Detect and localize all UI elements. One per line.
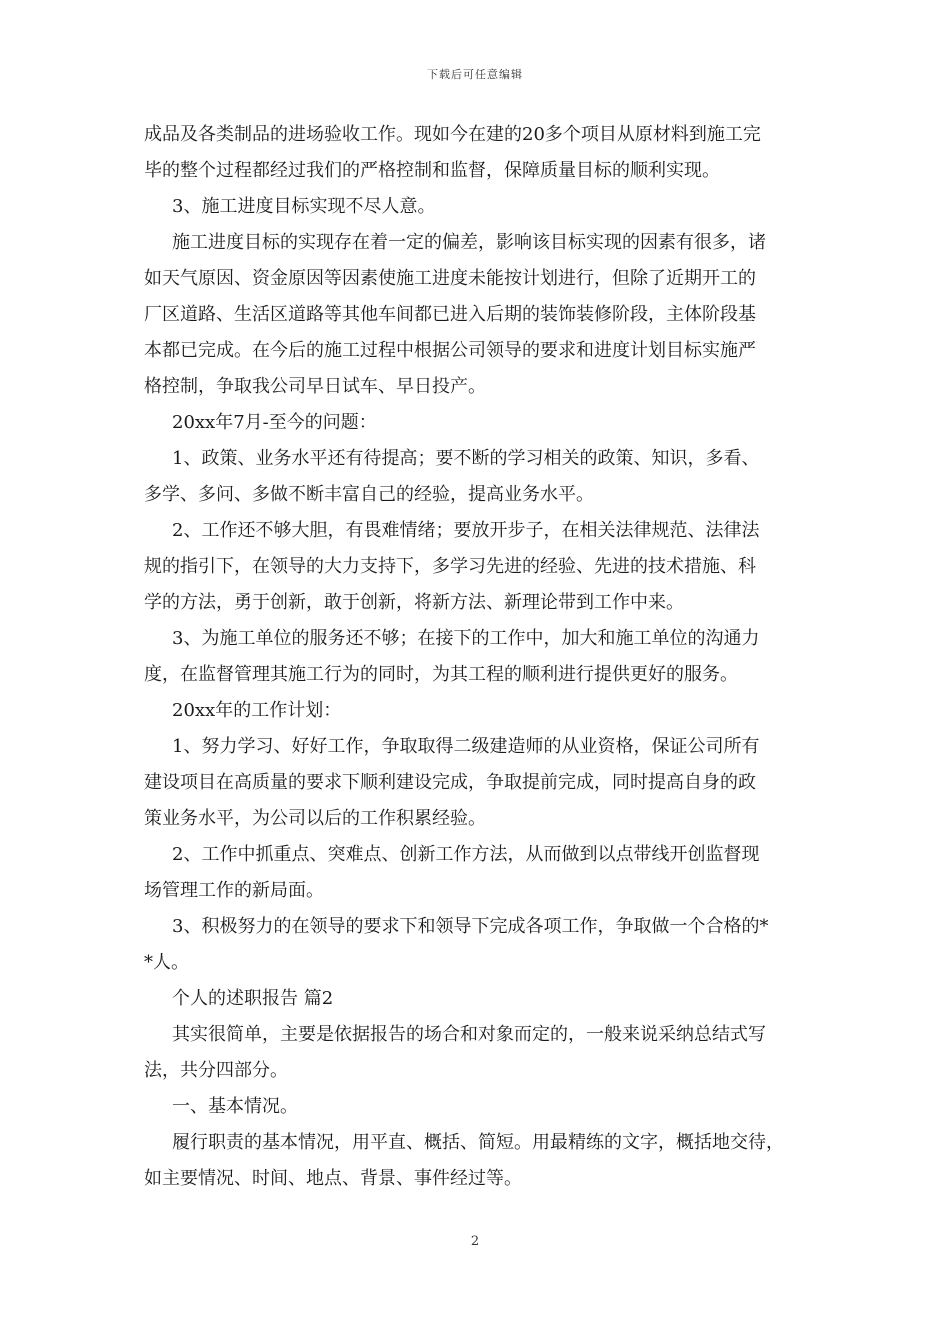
text-line: 厂区道路、生活区道路等其他车间都已进入后期的装饰装修阶段，主体阶段基 bbox=[144, 304, 756, 325]
text-line: 3、施工进度目标实现不尽人意。 bbox=[172, 196, 436, 217]
text-line: 20xx年7月-至今的问题： bbox=[172, 412, 377, 433]
text-line: 法，共分四部分。 bbox=[144, 1060, 288, 1081]
text-line: 规的指引下，在领导的大力支持下，多学习先进的经验、先进的技术措施、科 bbox=[144, 556, 756, 577]
text-line: 建设项目在高质量的要求下顺利建设完成，争取提前完成，同时提高自身的政 bbox=[144, 772, 756, 793]
text-line: 2、工作还不够大胆，有畏难情绪；要放开步子，在相关法律规范、法律法 bbox=[172, 520, 760, 541]
text-line: 其实很简单，主要是依据报告的场合和对象而定的，一般来说采纳总结式写 bbox=[172, 1024, 766, 1045]
text-line: 一、基本情况。 bbox=[172, 1096, 298, 1117]
text-line: 3、为施工单位的服务还不够；在接下的工作中，加大和施工单位的沟通力 bbox=[172, 628, 760, 649]
text-line: 1、努力学习、好好工作，争取取得二级建造师的从业资格，保证公司所有 bbox=[172, 736, 760, 757]
text-line: 成品及各类制品的进场验收工作。现如今在建的20多个项目从原材料到施工完 bbox=[144, 124, 761, 145]
text-line: 格控制，争取我公司早日试车、早日投产。 bbox=[144, 376, 486, 397]
text-line: 如天气原因、资金原因等因素使施工进度未能按计划进行，但除了近期开工的 bbox=[144, 268, 756, 289]
text-line: 如主要情况、时间、地点、背景、事件经过等。 bbox=[144, 1168, 522, 1189]
text-line: 学的方法，勇于创新，敢于创新，将新方法、新理论带到工作中来。 bbox=[144, 592, 684, 613]
page-header: 下载后可任意编辑 bbox=[427, 68, 523, 81]
text-line: 3、积极努力的在领导的要求下和领导下完成各项工作，争取做一个合格的* bbox=[172, 916, 769, 937]
text-line: 场管理工作的新局面。 bbox=[144, 880, 324, 901]
text-line: 2、工作中抓重点、突难点、创新工作方法，从而做到以点带线开创监督现 bbox=[172, 844, 760, 865]
text-line: 20xx年的工作计划： bbox=[172, 700, 342, 721]
text-line: 个人的述职报告 篇2 bbox=[172, 988, 334, 1009]
text-line: 施工进度目标的实现存在着一定的偏差，影响该目标实现的因素有很多，诸 bbox=[172, 232, 766, 253]
text-line: 策业务水平，为公司以后的工作积累经验。 bbox=[144, 808, 486, 829]
text-line: 本都已完成。在今后的施工过程中根据公司领导的要求和进度计划目标实施严 bbox=[144, 340, 756, 361]
document-body bbox=[144, 117, 806, 1197]
text-line: 度，在监督管理其施工行为的同时，为其工程的顺利进行提供更好的服务。 bbox=[144, 664, 738, 685]
text-line: 多学、多问、多做不断丰富自己的经验，提高业务水平。 bbox=[144, 484, 594, 505]
text-line: *人。 bbox=[144, 952, 189, 973]
text-line: 履行职责的基本情况，用平直、概括、简短。用最精练的文字，概括地交待， bbox=[172, 1132, 784, 1153]
page-number: 2 bbox=[470, 1234, 480, 1249]
text-line: 1、政策、业务水平还有待提高；要不断的学习相关的政策、知识，多看、 bbox=[172, 448, 760, 469]
text-line: 毕的整个过程都经过我们的严格控制和监督，保障质量目标的顺利实现。 bbox=[144, 160, 720, 181]
